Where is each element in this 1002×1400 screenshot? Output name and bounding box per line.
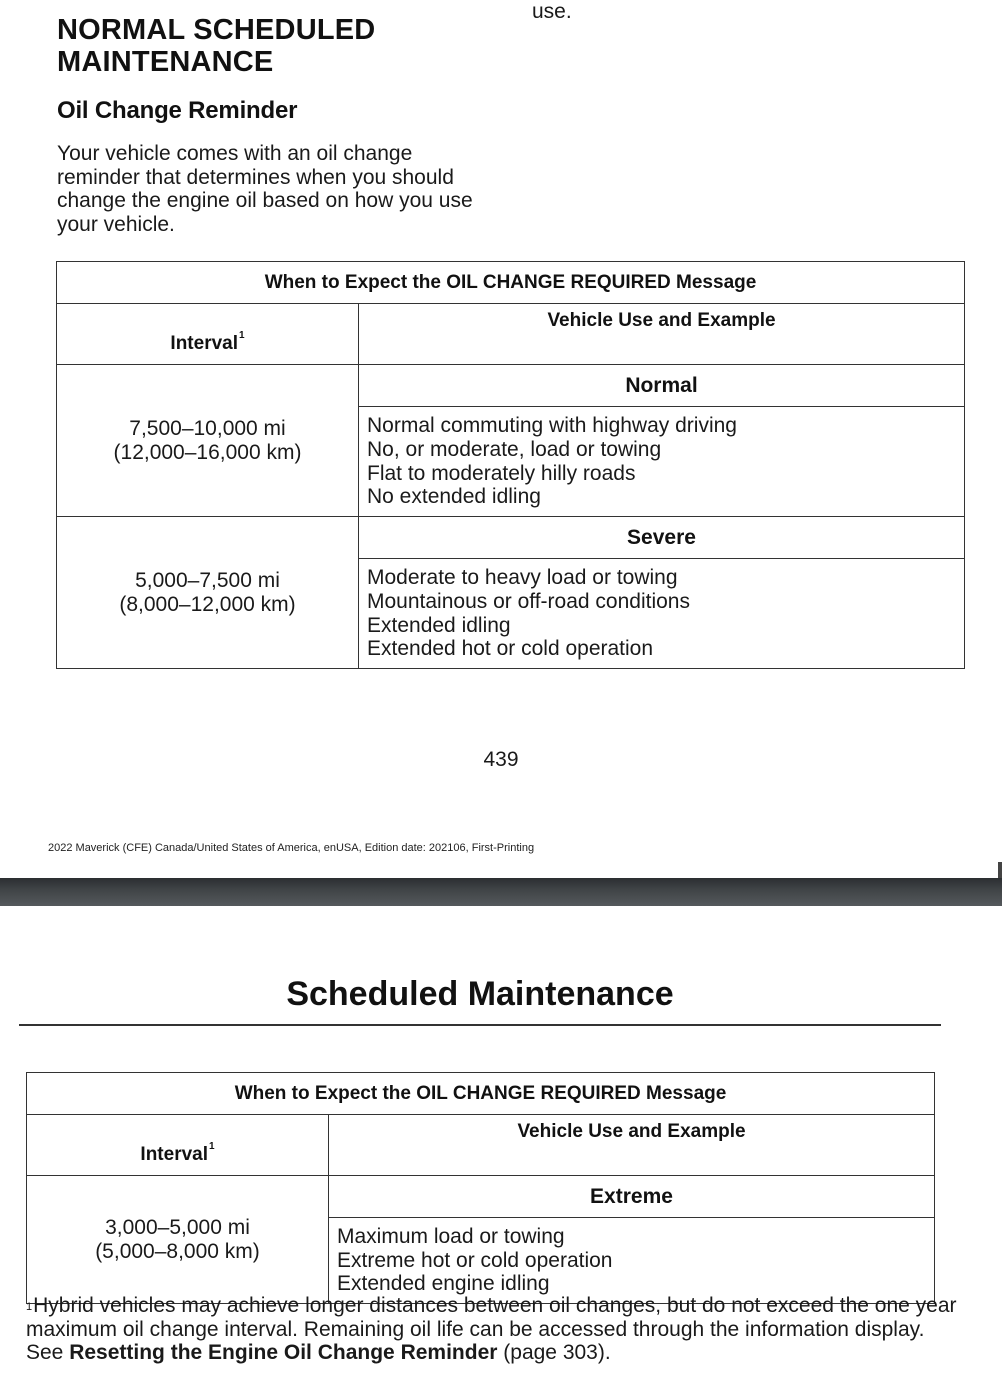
- interval-cell: [57, 517, 359, 669]
- example-item: Mountainous or off-road conditions: [367, 589, 690, 613]
- footnote-marker: 1: [239, 330, 245, 341]
- footnote-page-ref: (page 303).: [497, 1341, 611, 1365]
- category-label: Severe: [359, 517, 965, 559]
- example-item: No extended idling: [367, 485, 541, 509]
- cross-reference-link[interactable]: Resetting the Engine Oil Change Reminder: [69, 1341, 498, 1365]
- example-item: No, or moderate, load or towing: [367, 437, 662, 461]
- interval-header-label: Interval: [170, 333, 239, 354]
- interval-kilometers: (12,000–16,000 km): [113, 440, 302, 464]
- clipped-column-text: [532, 0, 952, 24]
- example-item: Extended engine idling: [337, 1272, 550, 1296]
- vehicle-use-column-header: Vehicle Use and Example: [329, 1115, 935, 1176]
- category-label: Extreme: [329, 1176, 935, 1218]
- page-number: 439: [483, 748, 519, 771]
- oil-change-table-extreme: [26, 1072, 935, 1304]
- table-title: When to Expect the OIL CHANGE REQUIRED Message: [27, 1073, 935, 1115]
- examples-cell: [359, 559, 965, 669]
- subsection-heading: Oil Change Reminder: [57, 97, 298, 124]
- page-title: Scheduled Maintenance: [286, 975, 674, 1013]
- footnote-marker: 1: [209, 1141, 215, 1152]
- interval-column-header: [57, 304, 359, 365]
- footnote-text: Hybrid vehicles may achieve longer distances between oil changes, but do not exceed the one year maximum oil change interval. Remaining oil life can be accessed through the information display. See: [26, 1294, 957, 1365]
- interval-header-label: Interval: [140, 1144, 209, 1165]
- oil-change-table-normal-severe: [56, 261, 965, 669]
- interval-cell: [57, 365, 359, 517]
- title-divider: [19, 1024, 941, 1026]
- interval-miles: 5,000–7,500 mi: [135, 568, 280, 592]
- interval-kilometers: (8,000–12,000 km): [119, 592, 296, 616]
- table-row: [57, 517, 965, 559]
- interval-cell: [27, 1176, 329, 1304]
- interval-kilometers: (5,000–8,000 km): [95, 1239, 260, 1263]
- example-item: Moderate to heavy load or towing: [367, 566, 678, 590]
- example-item: Extreme hot or cold operation: [337, 1248, 613, 1272]
- example-item: Extended hot or cold operation: [367, 637, 654, 661]
- table-title: When to Expect the OIL CHANGE REQUIRED Message: [57, 262, 965, 304]
- table-row: [27, 1176, 935, 1218]
- interval-miles: 7,500–10,000 mi: [129, 416, 286, 440]
- page-separator: [0, 878, 1002, 906]
- interval-miles: 3,000–5,000 mi: [105, 1215, 250, 1239]
- footnote: [26, 1294, 966, 1365]
- interval-column-header: [27, 1115, 329, 1176]
- footnote-marker: 1: [26, 1301, 33, 1313]
- edition-footer: 2022 Maverick (CFE) Canada/United States of America, enUSA, Edition date: 202106, First-Printing: [48, 842, 535, 854]
- clipped-line: use.: [532, 0, 572, 23]
- example-item: Extended idling: [367, 613, 511, 637]
- intro-paragraph: Your vehicle comes with an oil change reminder that determines when you should change the engine oil based on how you use your vehicle.: [57, 142, 473, 236]
- examples-cell: [329, 1218, 935, 1304]
- table-row: [57, 365, 965, 407]
- examples-cell: [359, 407, 965, 517]
- vehicle-use-column-header: Vehicle Use and Example: [359, 304, 965, 365]
- category-label: Normal: [359, 365, 965, 407]
- example-item: Flat to moderately hilly roads: [367, 461, 636, 485]
- example-item: Normal commuting with highway driving: [367, 414, 737, 438]
- example-item: Maximum load or towing: [337, 1225, 565, 1249]
- section-heading: NORMAL SCHEDULED MAINTENANCE: [57, 14, 376, 78]
